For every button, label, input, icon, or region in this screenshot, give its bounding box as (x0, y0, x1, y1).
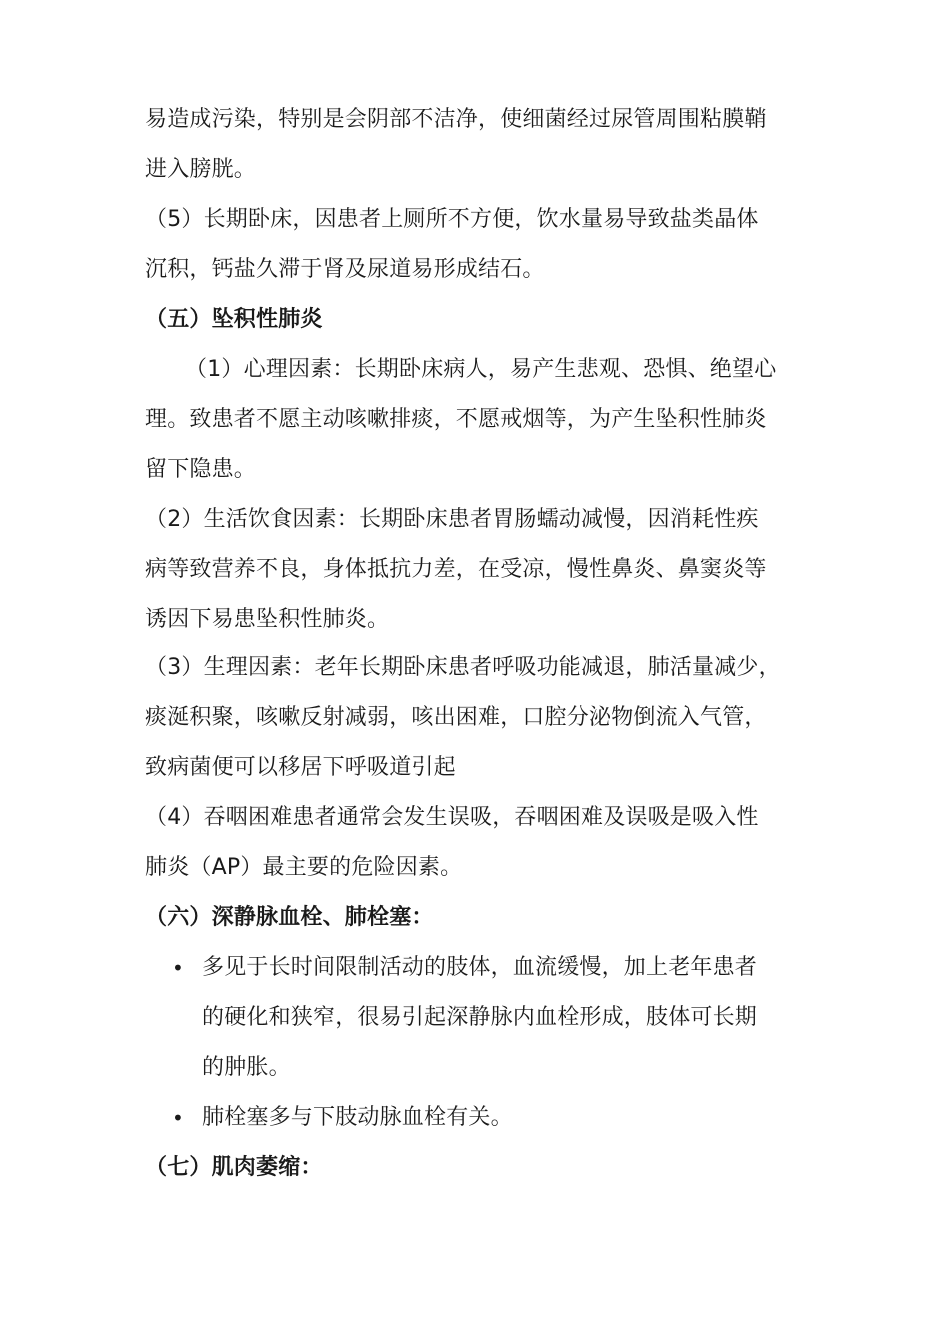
paragraph-line: 理。致患者不愿主动咳嗽排痰，不愿戒烟等，为产生坠积性肺炎 (145, 407, 767, 432)
paragraph-line: 沉积，钙盐久滞于肾及尿道易形成结石。 (145, 257, 545, 282)
section-heading: （六）深静脉血栓、肺栓塞： (145, 905, 434, 930)
paragraph-line: 致病菌便可以移居下呼吸道引起 (145, 755, 456, 780)
section-heading: （七）肌肉萎缩： (145, 1155, 323, 1180)
paragraph-line: （2）生活饮食因素：长期卧床患者胃肠蠕动减慢，因消耗性疾 (145, 507, 759, 532)
paragraph-line: 进入膀胱。 (145, 157, 257, 182)
bullet-icon: • (172, 1106, 184, 1130)
paragraph-line: 痰涎积聚，咳嗽反射减弱，咳出困难，口腔分泌物倒流入气管， (145, 705, 767, 730)
bullet-icon: • (172, 956, 184, 980)
paragraph-line: （4）吞咽困难患者通常会发生误吸，吞咽困难及误吸是吸入性 (145, 805, 759, 830)
paragraph-line: 留下隐患。 (145, 457, 257, 482)
list-item-line: 肺栓塞多与下肢动脉血栓有关。 (202, 1105, 513, 1130)
paragraph-line: （3）生理因素：老年长期卧床患者呼吸功能减退，肺活量减少， (145, 655, 781, 680)
paragraph-line: 肺炎（AP）最主要的危险因素。 (145, 855, 463, 880)
section-heading: （五）坠积性肺炎 (145, 307, 323, 332)
paragraph-line: 诱因下易患坠积性肺炎。 (145, 607, 390, 632)
paragraph-line: （5）长期卧床，因患者上厕所不方便，饮水量易导致盐类晶体 (145, 207, 759, 232)
paragraph-line: 病等致营养不良，身体抵抗力差，在受凉，慢性鼻炎、鼻窦炎等 (145, 557, 767, 582)
list-item-line: 的硬化和狭窄，很易引起深静脉内血栓形成，肢体可长期 (202, 1005, 758, 1030)
list-item-line: 多见于长时间限制活动的肢体，血流缓慢，加上老年患者 (202, 955, 758, 980)
list-item-line: 的肿胀。 (202, 1055, 291, 1080)
paragraph-line: （1）心理因素：长期卧床病人，易产生悲观、恐惧、绝望心 (185, 357, 777, 382)
paragraph-line: 易造成污染，特别是会阴部不洁净，使细菌经过尿管周围粘膜鞘 (145, 107, 767, 132)
